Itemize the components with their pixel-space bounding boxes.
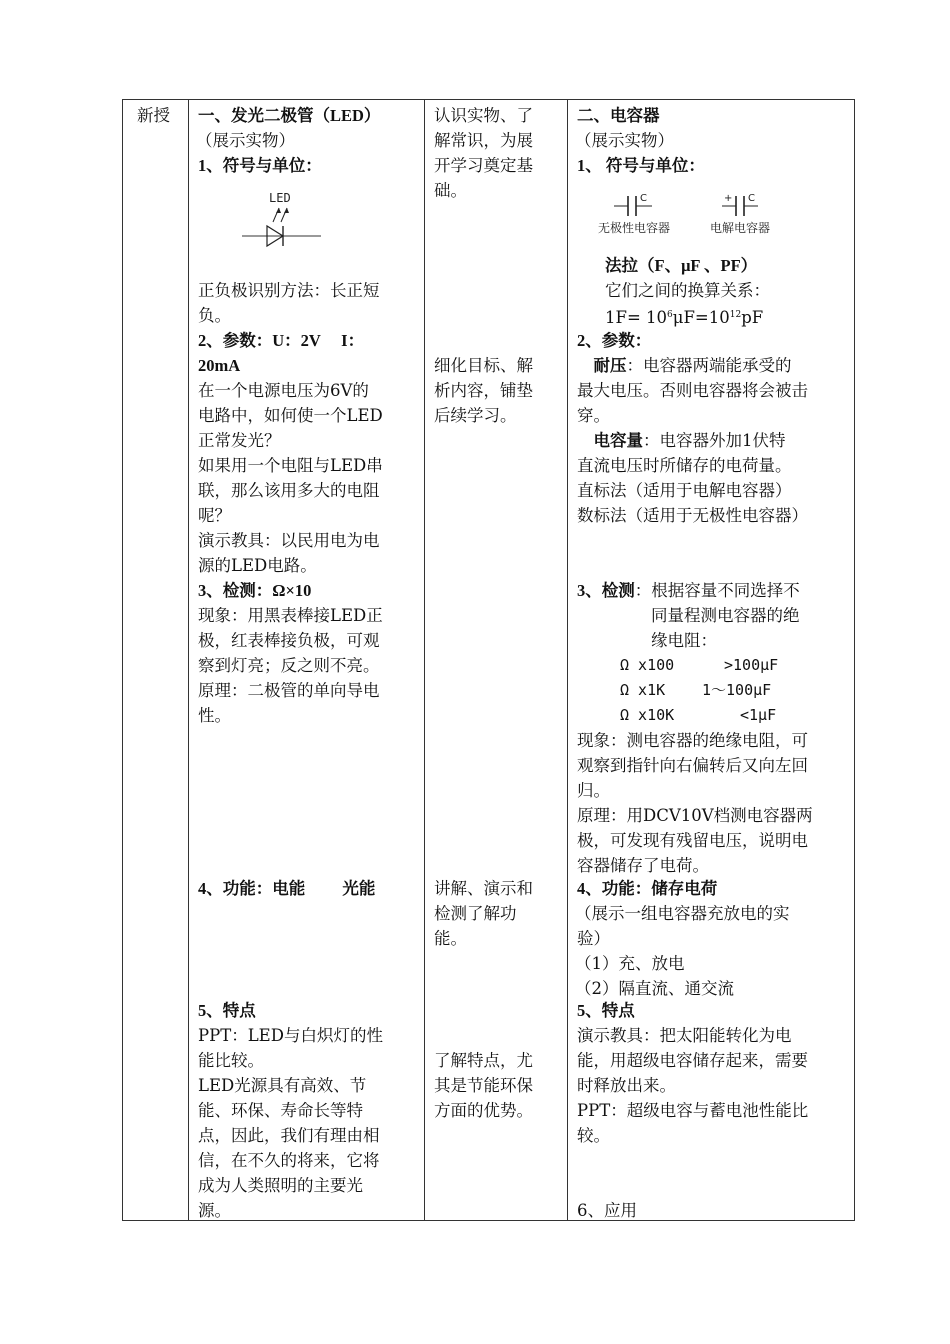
led-show: （展示实物） <box>196 131 295 150</box>
feature-text: 能、环保、寿命长等特 <box>198 1101 363 1120</box>
cap-c-label: C <box>748 193 755 204</box>
experiment-text: （展示一组电容器充放电的实 <box>575 904 790 923</box>
experiment-text: 验） <box>577 929 610 948</box>
note-text: 方面的优势。 <box>434 1101 533 1120</box>
range-capacity: <1μF <box>740 706 777 724</box>
cap-ppt-text: PPT：超级电容与蓄电池性能比 <box>577 1101 809 1120</box>
led-symbol-heading: 1、符号与单位： <box>198 156 322 175</box>
note-text: 析内容，铺垫 <box>434 381 533 400</box>
stage-label: 新授 <box>137 106 170 125</box>
voltage-text: 穿。 <box>577 406 610 425</box>
phenomenon-text: 现象：用黑表棒接LED正 <box>198 606 383 625</box>
conversion-intro: 它们之间的换算关系： <box>605 281 770 300</box>
led-symbol-icon <box>239 188 329 250</box>
cap-test-text: 缘电阻： <box>651 631 717 650</box>
cap-feature-heading: 5、特点 <box>577 1001 635 1020</box>
electrolytic-capacitor-icon <box>710 190 810 236</box>
question-text: 呢？ <box>198 506 231 525</box>
cap-principle-text: 原理：用DCV10V档测电容器两 <box>577 806 813 825</box>
voltage-text: 耐压：电容器两端能承受的 <box>593 356 792 375</box>
note-text: 后续学习。 <box>434 406 517 425</box>
note-text: 细化目标、解 <box>434 356 533 375</box>
capacity-text: 直流电压时所储存的电荷量。 <box>577 456 792 475</box>
range-setting: Ω x10K <box>620 706 675 724</box>
nonpolar-label: 无极性电容器 <box>598 221 671 235</box>
principle-text: 原理：二极管的单向导电 <box>198 681 380 700</box>
cap-phenomenon-text: 归。 <box>577 781 610 800</box>
cap-phenomenon-text: 观察到指针向右偏转后又向左回 <box>577 756 808 775</box>
note-text: 认识实物、了 <box>434 106 533 125</box>
feature-text: 源。 <box>198 1201 231 1220</box>
capacitor-content-cell <box>568 100 855 1220</box>
cap-unit: 法拉（F、μF 、PF） <box>605 256 758 275</box>
demo-text: 源的LED电路。 <box>198 556 317 575</box>
range-setting: Ω x100 <box>620 656 675 674</box>
note-text: 讲解、演示和 <box>434 879 533 898</box>
feature-text: 成为人类照明的主要光 <box>198 1176 363 1195</box>
note-text: 能。 <box>434 929 467 948</box>
range-capacity: >100μF <box>724 656 779 674</box>
cap-title: 二、电容器 <box>577 106 660 125</box>
electrolytic-label: 电解电容器 <box>710 221 771 235</box>
cap-demo-text: 时释放出来。 <box>577 1076 676 1095</box>
ppt-text: PPT：LED与白炽灯的性 <box>198 1026 383 1045</box>
cap-test-text: 同量程测电容器的绝 <box>651 606 800 625</box>
cap-principle-text: 极，可发现有残留电压，说明电 <box>577 831 808 850</box>
note-text: 其是节能环保 <box>434 1076 533 1095</box>
note-text: 础。 <box>434 181 467 200</box>
range-capacity: 1～100μF <box>702 681 772 699</box>
led-function-heading: 4、功能：电能 光能 <box>198 879 376 898</box>
principle-text: 性。 <box>198 706 231 725</box>
led-feature-heading: 5、特点 <box>198 1001 256 1020</box>
svg-text:+: + <box>724 193 733 204</box>
lesson-table <box>122 99 855 1221</box>
led-params-value: 20mA <box>198 356 241 375</box>
question-text: 正常发光？ <box>198 431 281 450</box>
capacity-text: 电容量：电容器外加1伏特 <box>593 431 786 450</box>
question-text: 电路中，如何使一个LED <box>198 406 383 425</box>
phenomenon-text: 察到灯亮；反之则不亮。 <box>198 656 380 675</box>
cap-demo-text: 能，用超级电容储存起来，需要 <box>577 1051 808 1070</box>
cap-demo-text: 演示教具：把太阳能转化为电 <box>577 1026 792 1045</box>
cap-ppt-text: 较。 <box>577 1126 610 1145</box>
question-text: 如果用一个电阻与LED串 <box>198 456 383 475</box>
conversion-formula: $1F= 10^6\mu F=10^{12}pF$ <box>605 308 764 327</box>
polarity-text: 负。 <box>198 306 231 325</box>
note-text: 开学习奠定基 <box>434 156 533 175</box>
phenomenon-text: 极，红表棒接负极，可观 <box>198 631 380 650</box>
led-title: 一、发光二极管（LED） <box>198 106 381 125</box>
cap-params-heading: 2、参数： <box>577 331 652 350</box>
note-text: 检测了解功 <box>434 904 517 923</box>
function-item: （1）充、放电 <box>575 954 685 973</box>
direct-marking-text: 直标法（适用于电解电容器） <box>577 481 792 500</box>
cap-show: （展示实物） <box>575 131 674 150</box>
question-text: 联，那么该用多大的电阻 <box>198 481 380 500</box>
question-text: 在一个电源电压为6V的 <box>198 381 369 400</box>
feature-text: LED光源具有高效、节 <box>198 1076 367 1095</box>
notes-cell <box>425 100 567 1220</box>
cap-c-label: C <box>640 193 647 204</box>
voltage-text: 最大电压。否则电容器将会被击 <box>577 381 808 400</box>
led-test-heading: 3、检测：Ω×10 <box>198 581 312 600</box>
note-text: 了解特点，尤 <box>434 1051 533 1070</box>
led-params-heading: 2、参数：U：2V I： <box>198 331 365 350</box>
number-marking-text: 数标法（适用于无极性电容器） <box>577 506 808 525</box>
range-setting: Ω x1K <box>620 681 666 699</box>
ppt-text: 能比较。 <box>198 1051 264 1070</box>
function-item: （2）隔直流、通交流 <box>575 979 734 998</box>
demo-text: 演示教具：以民用电为电 <box>198 531 380 550</box>
cap-symbol-heading: 1、 符号与单位： <box>577 156 705 175</box>
led-content-cell <box>189 100 424 1220</box>
feature-text: 点，因此，我们有理由相 <box>198 1126 380 1145</box>
cap-function-heading: 4、功能：储存电荷 <box>577 879 718 898</box>
note-text: 解常识，为展 <box>434 131 533 150</box>
feature-text: 信，在不久的将来，它将 <box>198 1151 380 1170</box>
polarity-text: 正负极识别方法：长正短 <box>198 281 380 300</box>
stage-cell <box>123 100 188 1220</box>
nonpolar-capacitor-icon <box>598 190 698 236</box>
cap-test-heading: 3、检测：根据容量不同选择不 <box>577 581 800 600</box>
led-symbol-label: LED <box>269 191 291 205</box>
cap-phenomenon-text: 现象：测电容器的绝缘电阻，可 <box>577 731 808 750</box>
cap-principle-text: 容器储存了电荷。 <box>577 856 709 875</box>
cap-application-heading: 6、应用 <box>577 1201 637 1220</box>
